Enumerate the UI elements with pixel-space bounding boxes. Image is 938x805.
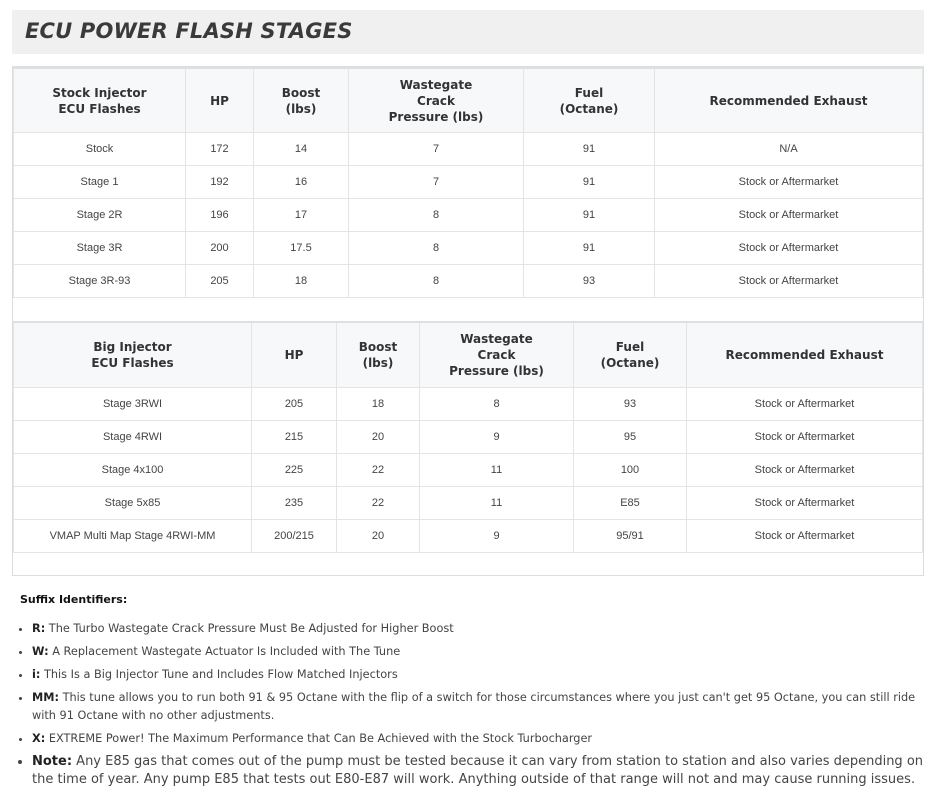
column-header: Wastegate Crack Pressure (lbs) (420, 322, 574, 388)
column-header: HP (186, 68, 254, 133)
suffix-text: A Replacement Wastegate Actuator Is Included with The Tune (48, 645, 401, 658)
table-cell: 11 (420, 487, 574, 520)
table-cell: 196 (186, 199, 254, 232)
table-cell: 20 (337, 421, 420, 454)
suffix-item (32, 643, 932, 661)
column-header: Stock Injector ECU Flashes (14, 68, 186, 133)
table-cell: N/A (655, 133, 923, 166)
suffix-key: i: (32, 668, 41, 681)
column-header: Wastegate Crack Pressure (lbs) (349, 68, 524, 133)
table-cell: Stock or Aftermarket (655, 166, 923, 199)
table-cell: 205 (186, 265, 254, 298)
table-cell: Stock or Aftermarket (687, 421, 923, 454)
suffix-item (32, 730, 932, 748)
table-cell: Stage 2R (14, 199, 186, 232)
table-cell: Stage 4RWI (14, 421, 252, 454)
suffix-item (32, 666, 932, 684)
table-cell: 22 (337, 487, 420, 520)
suffix-item (32, 689, 932, 725)
table-header-row (14, 68, 923, 133)
table-cell: 93 (574, 388, 687, 421)
table-cell: Stock or Aftermarket (655, 199, 923, 232)
table-cell: Stock or Aftermarket (687, 520, 923, 553)
table-cell: Stock (14, 133, 186, 166)
table-cell: Stock or Aftermarket (687, 388, 923, 421)
table-cell: 7 (349, 133, 524, 166)
table-row (14, 199, 923, 232)
table-cell: 8 (420, 388, 574, 421)
suffix-text: Any E85 gas that comes out of the pump must be tested because it can vary from station to station and also varies depending on the time of year. Any pump E85 that tests out E80-E87 will work. Anything outside of that range will not and may cause running issues. (32, 754, 924, 787)
table-cell: 8 (349, 232, 524, 265)
table-cell: 200/215 (252, 520, 337, 553)
suffix-heading: Suffix Identifiers: (20, 593, 128, 606)
column-header: Big Injector ECU Flashes (14, 322, 252, 388)
table-cell: 16 (254, 166, 349, 199)
table-cell: 95/91 (574, 520, 687, 553)
table-cell: 100 (574, 454, 687, 487)
table-cell: Stage 3RWI (14, 388, 252, 421)
table-cell: 14 (254, 133, 349, 166)
table-cell: 91 (524, 232, 655, 265)
table-cell: 91 (524, 166, 655, 199)
table-row (14, 232, 923, 265)
table-cell: 11 (420, 454, 574, 487)
table-cell: VMAP Multi Map Stage 4RWI-MM (14, 520, 252, 553)
table-cell: 8 (349, 265, 524, 298)
table-cell: 91 (524, 199, 655, 232)
column-header: Fuel (Octane) (574, 322, 687, 388)
table-cell: 22 (337, 454, 420, 487)
suffix-item (32, 753, 932, 789)
table-cell: 7 (349, 166, 524, 199)
column-header: HP (252, 322, 337, 388)
column-header: Boost (lbs) (337, 322, 420, 388)
suffix-key: W: (32, 645, 49, 658)
suffix-key: Note: (32, 754, 73, 769)
column-header: Boost (lbs) (254, 68, 349, 133)
table-cell: 9 (420, 421, 574, 454)
table-row (14, 133, 923, 166)
table-cell: 18 (254, 265, 349, 298)
table-cell: 235 (252, 487, 337, 520)
table-cell: 91 (524, 133, 655, 166)
table-cell: 200 (186, 232, 254, 265)
table-row (14, 454, 923, 487)
suffix-text: The Turbo Wastegate Crack Pressure Must Be Adjusted for Higher Boost (45, 622, 454, 635)
suffix-text: This tune allows you to run both 91 & 95 Octane with the flip of a switch for those circumstances where you just can't get 95 Octane, you can still ride with 91 Octane with no other adjustments. (32, 691, 916, 722)
table-cell: 172 (186, 133, 254, 166)
table-cell: Stock or Aftermarket (655, 265, 923, 298)
suffix-text: This Is a Big Injector Tune and Includes Flow Matched Injectors (40, 668, 398, 681)
table-cell: 18 (337, 388, 420, 421)
table-row (14, 421, 923, 454)
big-injector-table (13, 321, 923, 553)
table-cell: E85 (574, 487, 687, 520)
table-cell: 192 (186, 166, 254, 199)
suffix-list (14, 620, 932, 794)
suffix-key: R: (32, 622, 46, 635)
page-title: ECU POWER FLASH STAGES (25, 19, 353, 43)
table-row (14, 388, 923, 421)
suffix-key: MM: (32, 691, 60, 704)
table-cell: 95 (574, 421, 687, 454)
table-cell: 93 (524, 265, 655, 298)
column-header: Fuel (Octane) (524, 68, 655, 133)
title-bar (12, 10, 924, 54)
table-cell: Stock or Aftermarket (687, 454, 923, 487)
table-header-row (14, 322, 923, 388)
column-header: Recommended Exhaust (687, 322, 923, 388)
table-cell: 225 (252, 454, 337, 487)
table-cell: Stage 4x100 (14, 454, 252, 487)
table-cell: 205 (252, 388, 337, 421)
table-cell: Stage 1 (14, 166, 186, 199)
table-cell: Stock or Aftermarket (655, 232, 923, 265)
table-cell: 17.5 (254, 232, 349, 265)
table-row (14, 166, 923, 199)
suffix-text: EXTREME Power! The Maximum Performance that Can Be Achieved with the Stock Turbocharger (45, 732, 593, 745)
column-header: Recommended Exhaust (655, 68, 923, 133)
suffix-key: X: (32, 732, 46, 745)
table-cell: Stage 3R (14, 232, 186, 265)
suffix-item (32, 620, 932, 638)
table-row (14, 520, 923, 553)
table-row (14, 265, 923, 298)
table-cell: 20 (337, 520, 420, 553)
table-cell: Stock or Aftermarket (687, 487, 923, 520)
table-cell: 215 (252, 421, 337, 454)
tables-container (12, 66, 924, 576)
table-cell: Stage 5x85 (14, 487, 252, 520)
table-cell: 8 (349, 199, 524, 232)
stock-injector-table (13, 67, 923, 298)
table-cell: Stage 3R-93 (14, 265, 186, 298)
table-cell: 17 (254, 199, 349, 232)
table-cell: 9 (420, 520, 574, 553)
table-row (14, 487, 923, 520)
